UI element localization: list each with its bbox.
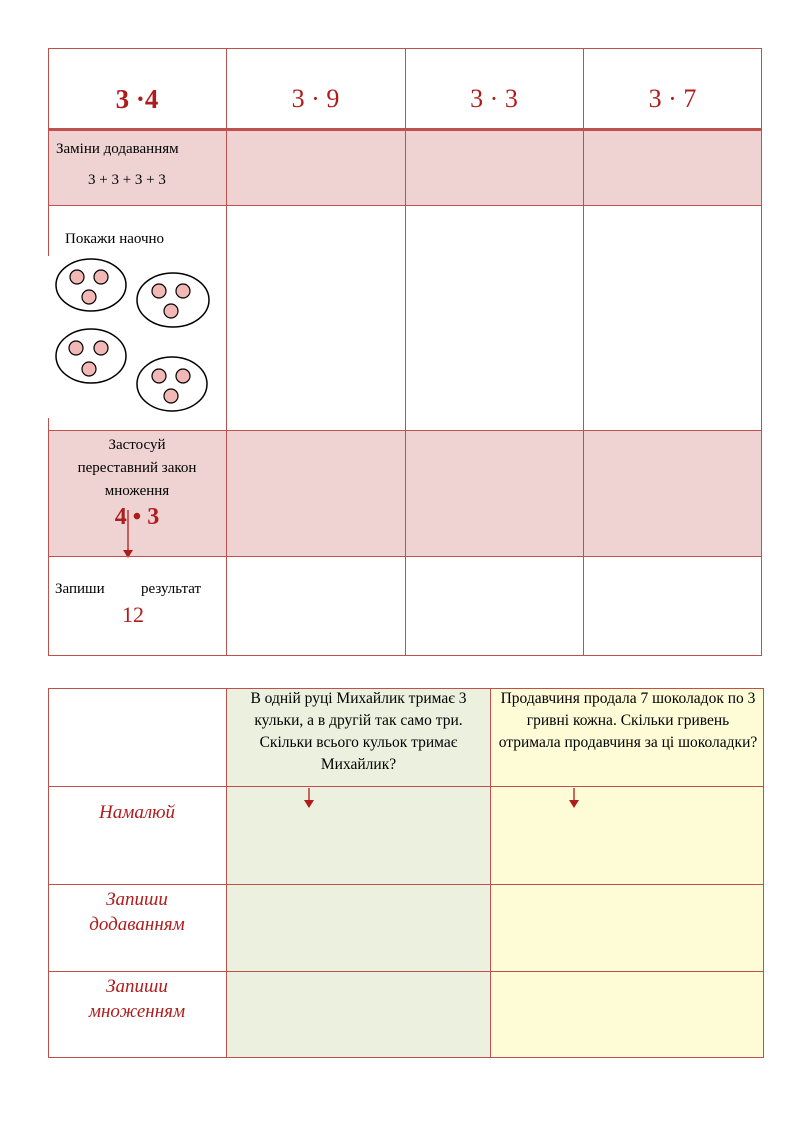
row-label-addition-line1: Запиши (106, 889, 168, 910)
header-expression-2: 3 · 9 (291, 84, 340, 113)
arrow-down-icon (303, 788, 315, 810)
multiplication-table (48, 48, 762, 656)
arrow-down-icon (122, 510, 134, 560)
visual-label: Покажи наочно (65, 231, 165, 247)
header-expression-4: 3 · 7 (648, 84, 697, 113)
result-label-word2: результат (141, 581, 202, 597)
result-value: 12 (122, 602, 144, 627)
problem-1-text: В одній руці Михайлик тримає 3 кульки, а в другій так само три. Скільки всього кульок тримає Михайлик? (250, 690, 467, 773)
commutative-label-line2: переставний закон (77, 460, 197, 476)
commutative-example: 4 • 3 (114, 504, 160, 530)
group-2 (137, 273, 209, 327)
row-label-draw: Намалюй (98, 802, 176, 823)
result-label-word1: Запиши (55, 581, 105, 597)
addition-label: Заміни додаванням (56, 141, 179, 157)
header-expression-3: 3 · 3 (470, 84, 518, 113)
problem-2-text: Продавчиня продала 7 шоколадок по 3 гривні кожна. Скільки гривень отримала продавчиня за ці шоколадки? (498, 690, 758, 751)
commutative-label-line3: множення (104, 483, 170, 499)
row-label-multiplication-line1: Запиши (106, 976, 168, 997)
row-label-addition-line2: додаванням (89, 914, 185, 935)
arrow-down-icon (568, 788, 580, 810)
group-4 (137, 357, 207, 411)
commutative-label-line1: Застосуй (108, 437, 166, 453)
header-expression-1: 3 ·4 (115, 84, 159, 114)
word-problems-table (48, 688, 764, 1058)
grouped-balls-illustration (48, 248, 218, 418)
row-label-multiplication-line2: множенням (88, 1001, 186, 1022)
addition-example: 3 + 3 + 3 + 3 (88, 172, 166, 188)
group-3 (56, 329, 126, 383)
group-1 (56, 259, 126, 311)
